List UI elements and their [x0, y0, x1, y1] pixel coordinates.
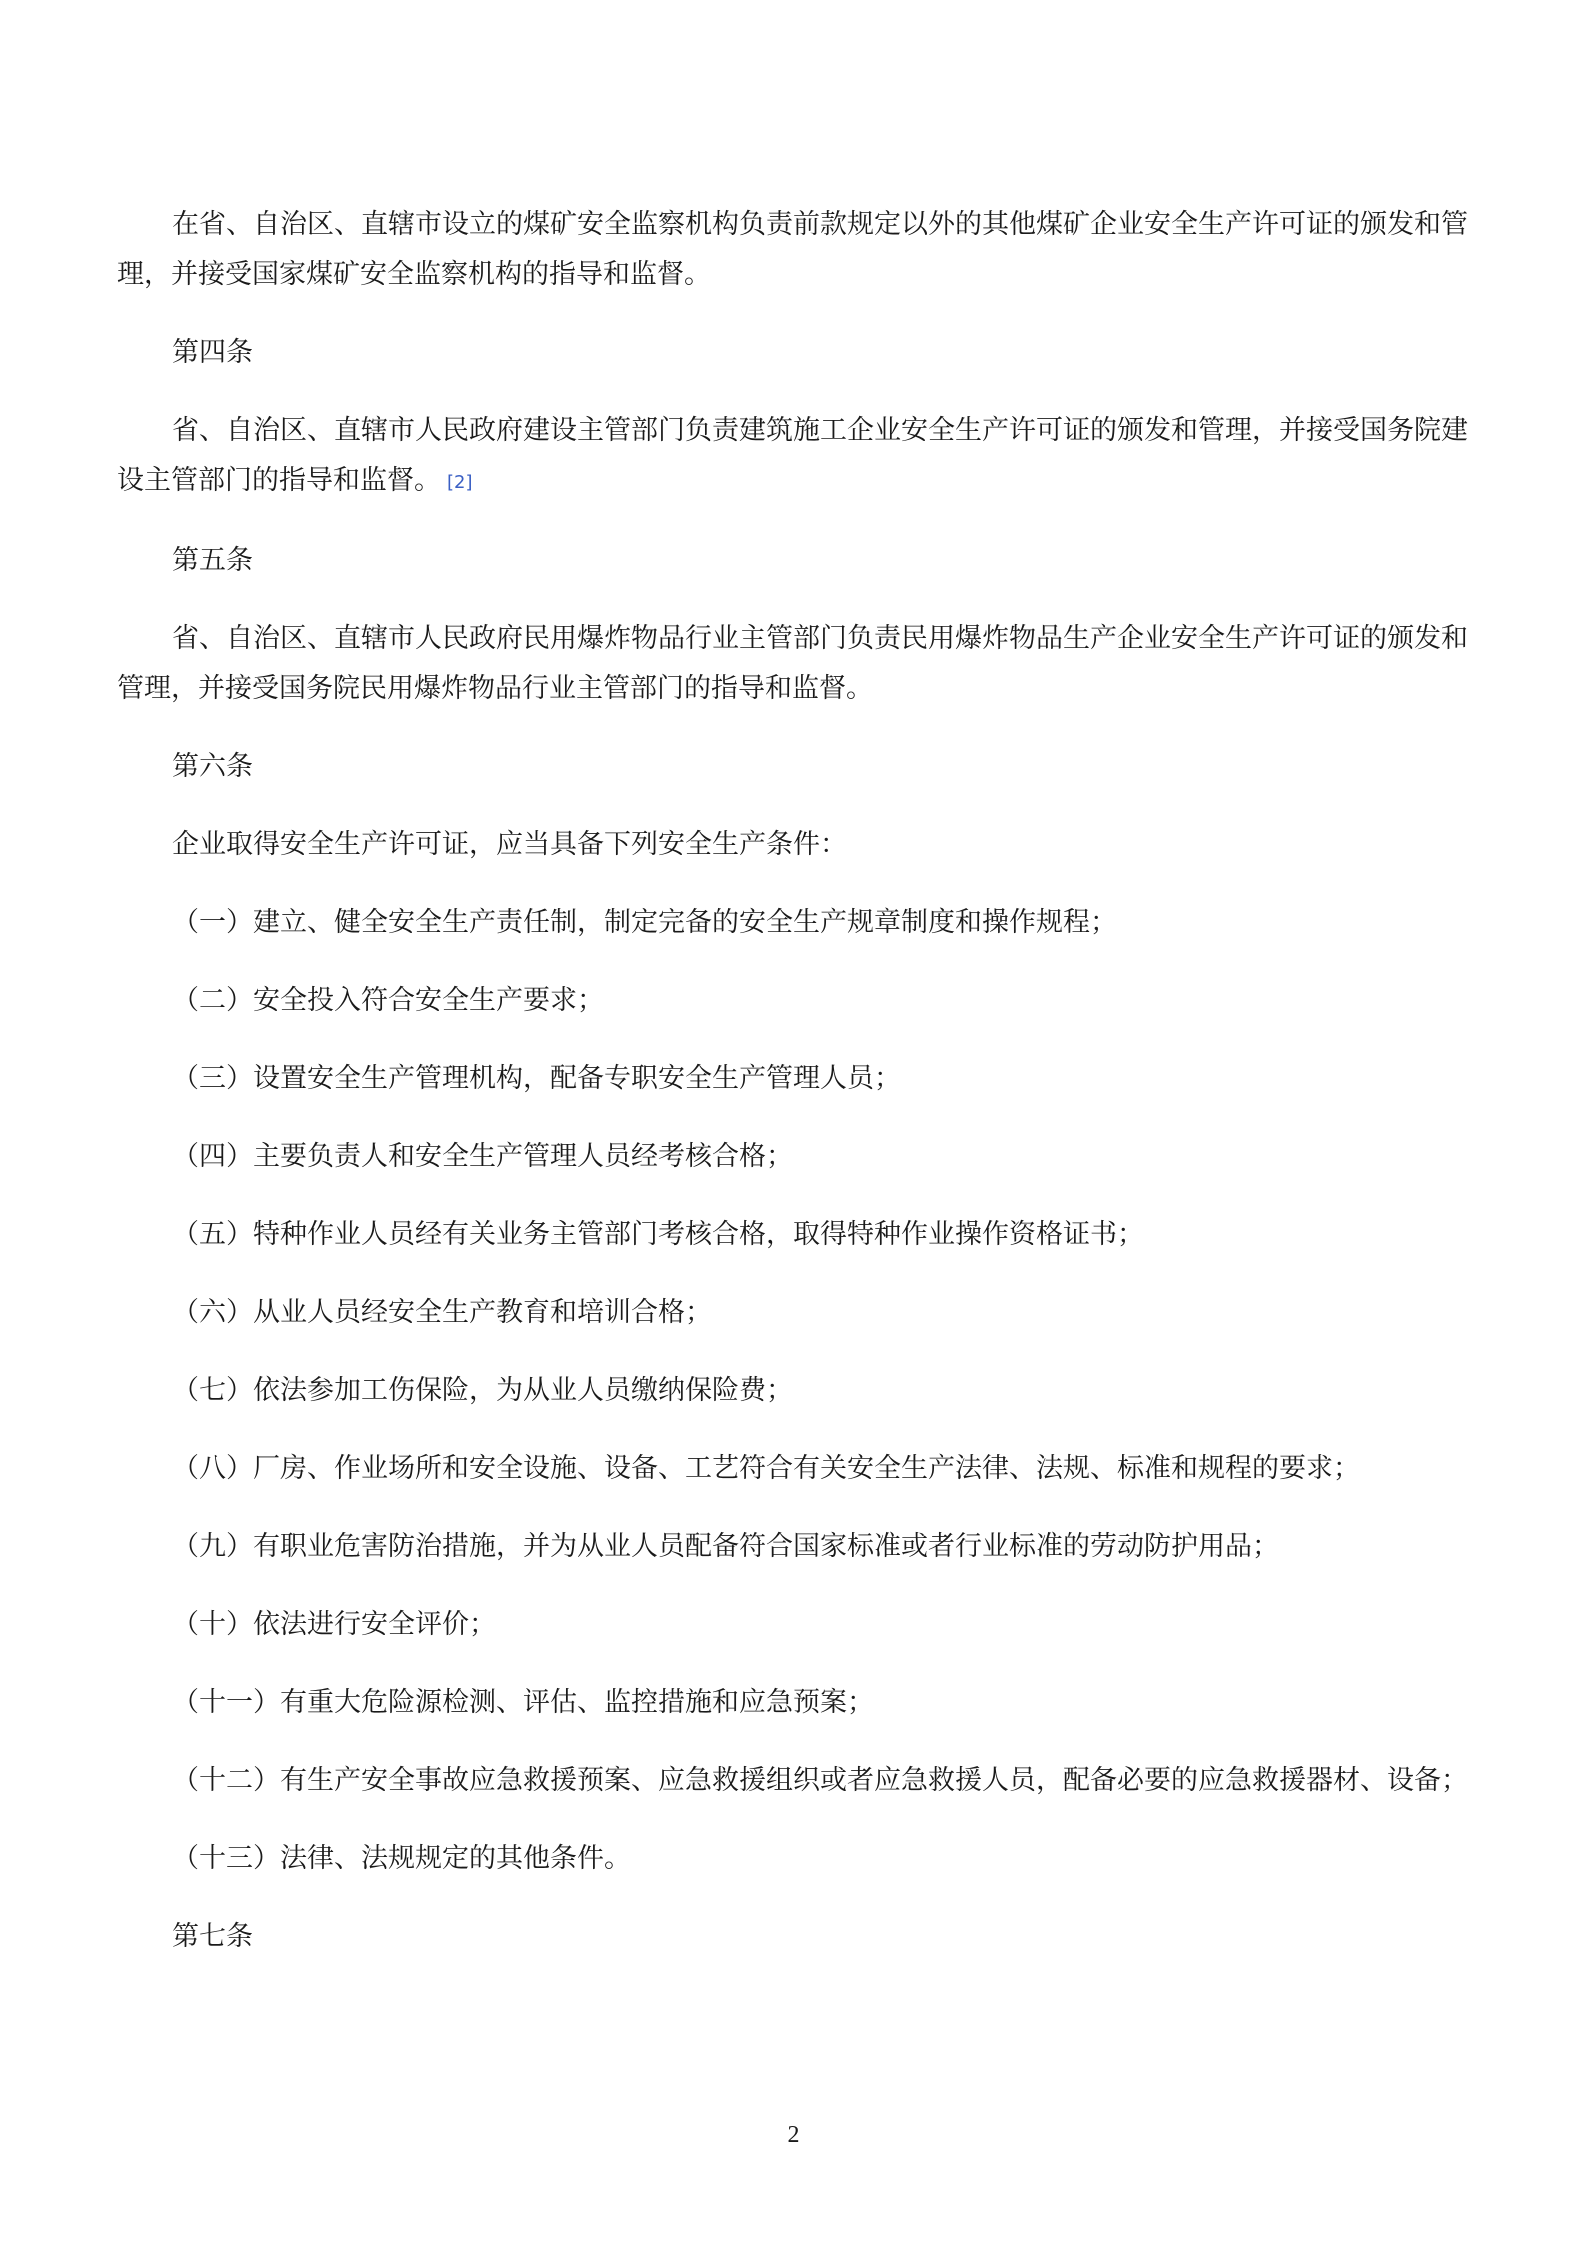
article-5-heading: 第五条	[172, 545, 253, 576]
citation-link[interactable]: [2]	[447, 472, 473, 493]
paragraph-coal-mine-supervision: 在省、自治区、直辖市设立的煤矿安全监察机构负责前款规定以外的其他煤矿企业安全生产许可证的颁发和管理，并接受国家煤矿安全监察机构的指导和监督。	[117, 209, 1468, 290]
paragraph-conditions-intro: 企业取得安全生产许可证，应当具备下列安全生产条件：	[172, 829, 847, 860]
condition-item-2: （二）安全投入符合安全生产要求；	[172, 985, 604, 1016]
condition-item-8: （八）厂房、作业场所和安全设施、设备、工艺符合有关安全生产法律、法规、标准和规程的要求；	[172, 1453, 1360, 1484]
condition-item-9: （九）有职业危害防治措施，并为从业人员配备符合国家标准或者行业标准的劳动防护用品；	[172, 1531, 1279, 1562]
paragraph-construction-authority-text: 省、自治区、直辖市人民政府建设主管部门负责建筑施工企业安全生产许可证的颁发和管理，并接受国务院建设主管部门的指导和监督。	[117, 415, 1468, 496]
article-7-heading: 第七条	[172, 1921, 253, 1952]
condition-item-11: （十一）有重大危险源检测、评估、监控措施和应急预案；	[172, 1687, 874, 1718]
page-number: 2	[787, 2122, 800, 2148]
condition-item-1: （一）建立、健全安全生产责任制，制定完备的安全生产规章制度和操作规程；	[172, 907, 1117, 938]
document-body	[117, 200, 1469, 1990]
condition-item-5: （五）特种作业人员经有关业务主管部门考核合格，取得特种作业操作资格证书；	[172, 1219, 1144, 1250]
condition-item-10: （十）依法进行安全评价；	[172, 1609, 496, 1640]
article-4-heading: 第四条	[172, 337, 253, 368]
article-6-heading: 第六条	[172, 751, 253, 782]
condition-item-13: （十三）法律、法规规定的其他条件。	[172, 1843, 631, 1874]
condition-item-3: （三）设置安全生产管理机构，配备专职安全生产管理人员；	[172, 1063, 901, 1094]
condition-item-12: （十二）有生产安全事故应急救援预案、应急救援组织或者应急救援人员，配备必要的应急救援器材、设备；	[172, 1765, 1468, 1796]
condition-item-4: （四）主要负责人和安全生产管理人员经考核合格；	[172, 1141, 793, 1172]
paragraph-construction-authority	[117, 406, 1469, 508]
condition-item-6: （六）从业人员经安全生产教育和培训合格；	[172, 1297, 712, 1328]
condition-item-7: （七）依法参加工伤保险，为从业人员缴纳保险费；	[172, 1375, 793, 1406]
paragraph-explosives-authority: 省、自治区、直辖市人民政府民用爆炸物品行业主管部门负责民用爆炸物品生产企业安全生产许可证的颁发和管理，并接受国务院民用爆炸物品行业主管部门的指导和监督。	[117, 623, 1468, 704]
